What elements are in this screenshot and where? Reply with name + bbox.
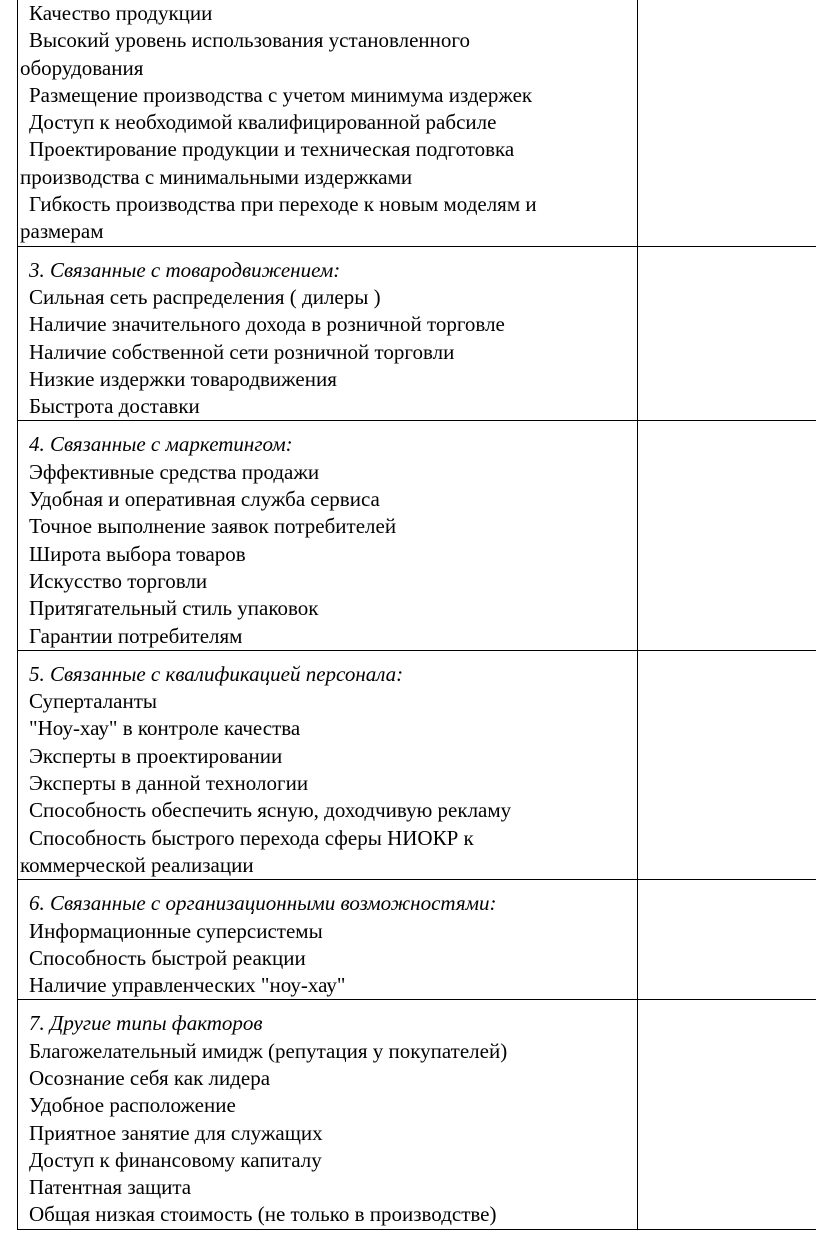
factor-item: Способность обеспечить ясную, доходчивую рекламу (29, 798, 512, 823)
factor-item: Удобное расположение (29, 1093, 236, 1118)
empty-cell (638, 880, 816, 1000)
section-heading: 4. Связанные с маркетингом: (29, 432, 293, 457)
factor-item-continuation: производства с минимальными издержками (20, 164, 413, 189)
factor-item: Искусство торговли (29, 568, 208, 593)
factor-cell (18, 1000, 638, 1229)
factor-cell (18, 650, 638, 879)
factor-item: Удобная и оперативная служба сервиса (29, 487, 380, 512)
empty-cell (638, 650, 816, 879)
empty-cell (638, 421, 816, 650)
table-row (18, 0, 816, 246)
factor-item: Широта выбора товаров (29, 541, 246, 566)
table-body (18, 0, 816, 1229)
table-row (18, 650, 816, 879)
factor-cell (18, 880, 638, 1000)
empty-cell (638, 1000, 816, 1229)
factor-item: Суперталанты (29, 689, 158, 714)
factor-item: Наличие управленческих "ноу-хау" (29, 973, 346, 998)
factors-table (17, 0, 816, 1230)
factor-item: Наличие значительного дохода в розничной торговле (29, 312, 505, 337)
section-heading: 7. Другие типы факторов (29, 1011, 263, 1036)
empty-cell (638, 246, 816, 421)
factor-item: Размещение производства с учетом минимума издержек (29, 82, 533, 107)
factor-item: Низкие издержки товародвижения (29, 366, 337, 391)
factor-item: "Ноу-хау" в контроле качества (29, 716, 301, 741)
factor-item: Эффективные средства продажи (29, 459, 320, 484)
factor-item: Гарантии потребителям (29, 623, 243, 648)
table-row (18, 1000, 816, 1229)
factor-item: Высокий уровень использования установленного (29, 28, 470, 53)
factor-item: Качество продукции (29, 1, 213, 25)
section-heading: 3. Связанные с товародвижением: (29, 257, 341, 282)
factor-item: Доступ к необходимой квалифицированной рабсиле (29, 110, 497, 135)
section-heading: 6. Связанные с организационными возможностями: (29, 891, 497, 916)
factor-item: Доступ к финансовому капиталу (29, 1147, 322, 1172)
factor-item: Эксперты в данной технологии (29, 771, 309, 796)
factor-item-continuation: размерам (20, 219, 104, 244)
factor-item: Приятное занятие для служащих (29, 1120, 323, 1145)
table-row (18, 421, 816, 650)
factor-item: Благожелательный имидж (репутация у покупателей) (29, 1038, 508, 1063)
factor-item: Притягательный стиль упаковок (29, 596, 319, 621)
factor-item: Способность быстрого перехода сферы НИОКР к (29, 825, 474, 850)
factor-cell (18, 246, 638, 421)
factor-item: Информационные суперсистемы (29, 918, 323, 943)
factor-cell (18, 0, 638, 246)
table-row (18, 246, 816, 421)
factor-item: Способность быстрой реакции (29, 945, 306, 970)
section-heading: 5. Связанные с квалификацией персонала: (29, 661, 404, 686)
factor-item: Осознание себя как лидера (29, 1065, 271, 1090)
factor-item: Сильная сеть распределения ( дилеры ) (29, 284, 381, 309)
factor-item: Проектирование продукции и техническая подготовка (29, 137, 515, 162)
factor-item: Общая низкая стоимость (не только в производстве) (29, 1202, 497, 1227)
factor-item: Патентная защита (29, 1175, 192, 1200)
factor-item-continuation: оборудования (20, 55, 144, 80)
factor-item: Эксперты в проектировании (29, 743, 283, 768)
factor-item: Наличие собственной сети розничной торговли (29, 339, 455, 364)
factor-item-continuation: коммерческой реализации (20, 852, 254, 877)
empty-cell (638, 0, 816, 246)
factor-item: Быстрота доставки (29, 394, 200, 419)
table-row (18, 880, 816, 1000)
factor-item: Гибкость производства при переходе к новым моделям и (29, 192, 537, 217)
factor-cell (18, 421, 638, 650)
factor-item: Точное выполнение заявок потребителей (29, 514, 397, 539)
